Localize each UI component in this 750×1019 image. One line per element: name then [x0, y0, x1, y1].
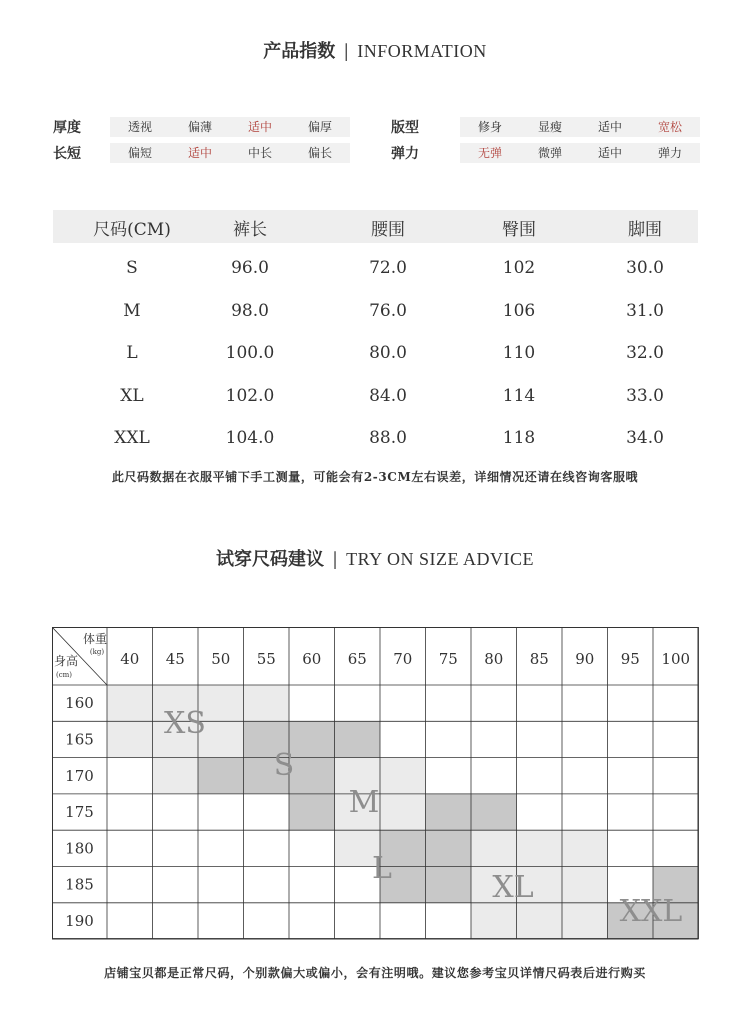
size-table-header: 尺码(CM)	[93, 220, 171, 240]
weight-header: 65	[347, 650, 367, 668]
size-table-note: 此尺码数据在衣服平铺下手工测量，可能会有2-3CM左右误差，详细情况还请在线咨询客服哦	[111, 470, 639, 484]
size-table-cell: 114	[502, 385, 536, 406]
weight-header: 95	[620, 650, 640, 668]
size-table-cell: 104.0	[225, 428, 275, 448]
attr-option: 显瘦	[537, 120, 562, 134]
height-label: 175	[65, 803, 94, 822]
zone-cell-l	[471, 794, 517, 830]
size-table-header: 腰围	[371, 220, 405, 240]
zone-cell-xs	[107, 721, 153, 757]
info-section-title	[0, 37, 750, 63]
size-table-cell: 76.0	[369, 300, 407, 321]
zone-cell-xs	[244, 685, 290, 721]
size-table-cell: 33.0	[626, 385, 664, 406]
size-table-cell: 72.0	[369, 258, 407, 278]
height-label: 170	[65, 766, 94, 785]
zone-label-s: S	[273, 748, 295, 783]
zone-cell-s	[198, 758, 244, 794]
size-table-cell: 80.0	[369, 343, 407, 363]
zone-cell-s	[289, 794, 335, 830]
weight-header: 40	[120, 650, 140, 668]
zone-cell-s	[289, 721, 335, 757]
try-on-note: 店铺宝贝都是正常尺码，个别款偏大或偏小，会有注明哦。建议您参考宝贝详情尺码表后进行购买	[104, 966, 646, 980]
info-title-en: INFORMATION	[357, 41, 487, 61]
attr-options	[110, 143, 350, 163]
attr-options	[460, 117, 700, 137]
size-table-cell: 34.0	[626, 428, 664, 448]
zone-cell-xl	[517, 903, 563, 939]
size-table-header: 脚围	[628, 220, 662, 240]
attr-option: 偏厚	[307, 120, 332, 134]
attr-option: 弹力	[657, 146, 682, 160]
height-label: 165	[65, 730, 94, 749]
weight-header: 50	[211, 650, 231, 668]
attr-option: 无弹	[477, 146, 502, 160]
attr-option: 适中	[597, 146, 622, 160]
size-table-cell: 102	[502, 258, 536, 278]
zone-label-xl: XL	[492, 870, 534, 905]
attr-options	[110, 117, 350, 137]
corner-height-unit: (cm)	[55, 671, 73, 679]
zone-cell-xs	[153, 758, 199, 794]
attr-label: 弹力	[391, 146, 419, 162]
weight-header: 70	[393, 650, 413, 668]
zone-cell-l	[426, 830, 472, 866]
size-table-cell: XL	[120, 385, 144, 406]
attr-option: 中长	[247, 146, 272, 160]
zone-cell-xs	[107, 685, 153, 721]
size-table-cell: 84.0	[369, 385, 407, 406]
attr-label: 厚度	[53, 120, 81, 136]
zone-cell-xl	[517, 830, 563, 866]
attr-option: 修身	[477, 120, 502, 134]
size-table-cell: S	[126, 258, 138, 278]
weight-header: 100	[661, 650, 691, 668]
zone-cell-l	[426, 794, 472, 830]
height-label: 180	[65, 839, 94, 858]
zone-cell-s	[289, 758, 335, 794]
attr-options	[460, 143, 700, 163]
info-title-separator: |	[343, 41, 350, 62]
attr-option: 偏薄	[187, 120, 212, 134]
size-table-cell: 88.0	[369, 428, 407, 448]
zone-cell-m	[380, 794, 426, 830]
attr-option: 偏短	[127, 146, 152, 160]
size-table-cell: XXL	[114, 428, 150, 448]
corner-weight-label: 体重	[82, 632, 108, 646]
zone-cell-xl	[562, 830, 608, 866]
corner-weight-unit: (kg)	[89, 648, 105, 656]
zone-cell-l	[426, 867, 472, 903]
size-table-cell: L	[126, 343, 138, 363]
zone-cell-xl	[562, 903, 608, 939]
zone-label-m: M	[348, 785, 380, 820]
size-table-cell: 106	[502, 300, 536, 321]
try-on-section-title	[0, 545, 750, 571]
weight-header: 85	[529, 650, 549, 668]
weight-header: 80	[484, 650, 504, 668]
size-table-cell: 98.0	[231, 300, 269, 321]
attr-option: 适中	[597, 120, 622, 134]
weight-header: 55	[256, 650, 276, 668]
try-on-title-en: TRY ON SIZE ADVICE	[346, 549, 534, 569]
attr-option: 微弹	[537, 146, 562, 160]
zone-cell-m	[380, 758, 426, 794]
size-table-cell: M	[123, 300, 141, 321]
weight-header: 45	[165, 650, 185, 668]
info-title-zh: 产品指数	[263, 41, 336, 62]
size-table-header: 裤长	[233, 220, 267, 240]
zone-cell-s	[335, 721, 381, 757]
corner-height-label: 身高	[53, 654, 79, 668]
attr-option: 偏长	[307, 146, 332, 160]
size-table-cell: 30.0	[626, 258, 664, 278]
weight-header: 75	[438, 650, 458, 668]
zone-cell-xl	[562, 867, 608, 903]
size-table-cell: 32.0	[626, 343, 664, 363]
zone-cell-xl	[471, 830, 517, 866]
height-label: 190	[65, 911, 94, 930]
zone-label-xs: XS	[164, 706, 206, 741]
try-on-title-separator: |	[332, 549, 339, 570]
height-label: 160	[65, 694, 94, 713]
zone-label-xxl: XXL	[619, 894, 683, 929]
size-table-cell: 110	[502, 343, 536, 363]
weight-header: 90	[575, 650, 595, 668]
size-table-cell: 118	[502, 428, 536, 448]
attr-label: 长短	[53, 146, 81, 162]
weight-header: 60	[302, 650, 322, 668]
size-table-cell: 102.0	[225, 385, 275, 406]
size-table-cell: 96.0	[231, 258, 269, 278]
zone-label-l: L	[372, 851, 392, 886]
attr-option: 宽松	[657, 120, 682, 134]
zone-cell-xl	[471, 903, 517, 939]
attr-label: 版型	[391, 120, 419, 136]
attr-option: 适中	[187, 146, 212, 160]
height-label: 185	[65, 875, 94, 894]
size-table-cell: 100.0	[225, 343, 275, 363]
attr-option: 透视	[127, 120, 152, 134]
size-table-header: 臀围	[502, 220, 536, 240]
attr-option: 适中	[247, 120, 272, 134]
try-on-title-zh: 试穿尺码建议	[216, 549, 325, 570]
try-on-size-grid	[52, 627, 700, 941]
size-table-cell: 31.0	[626, 300, 664, 321]
